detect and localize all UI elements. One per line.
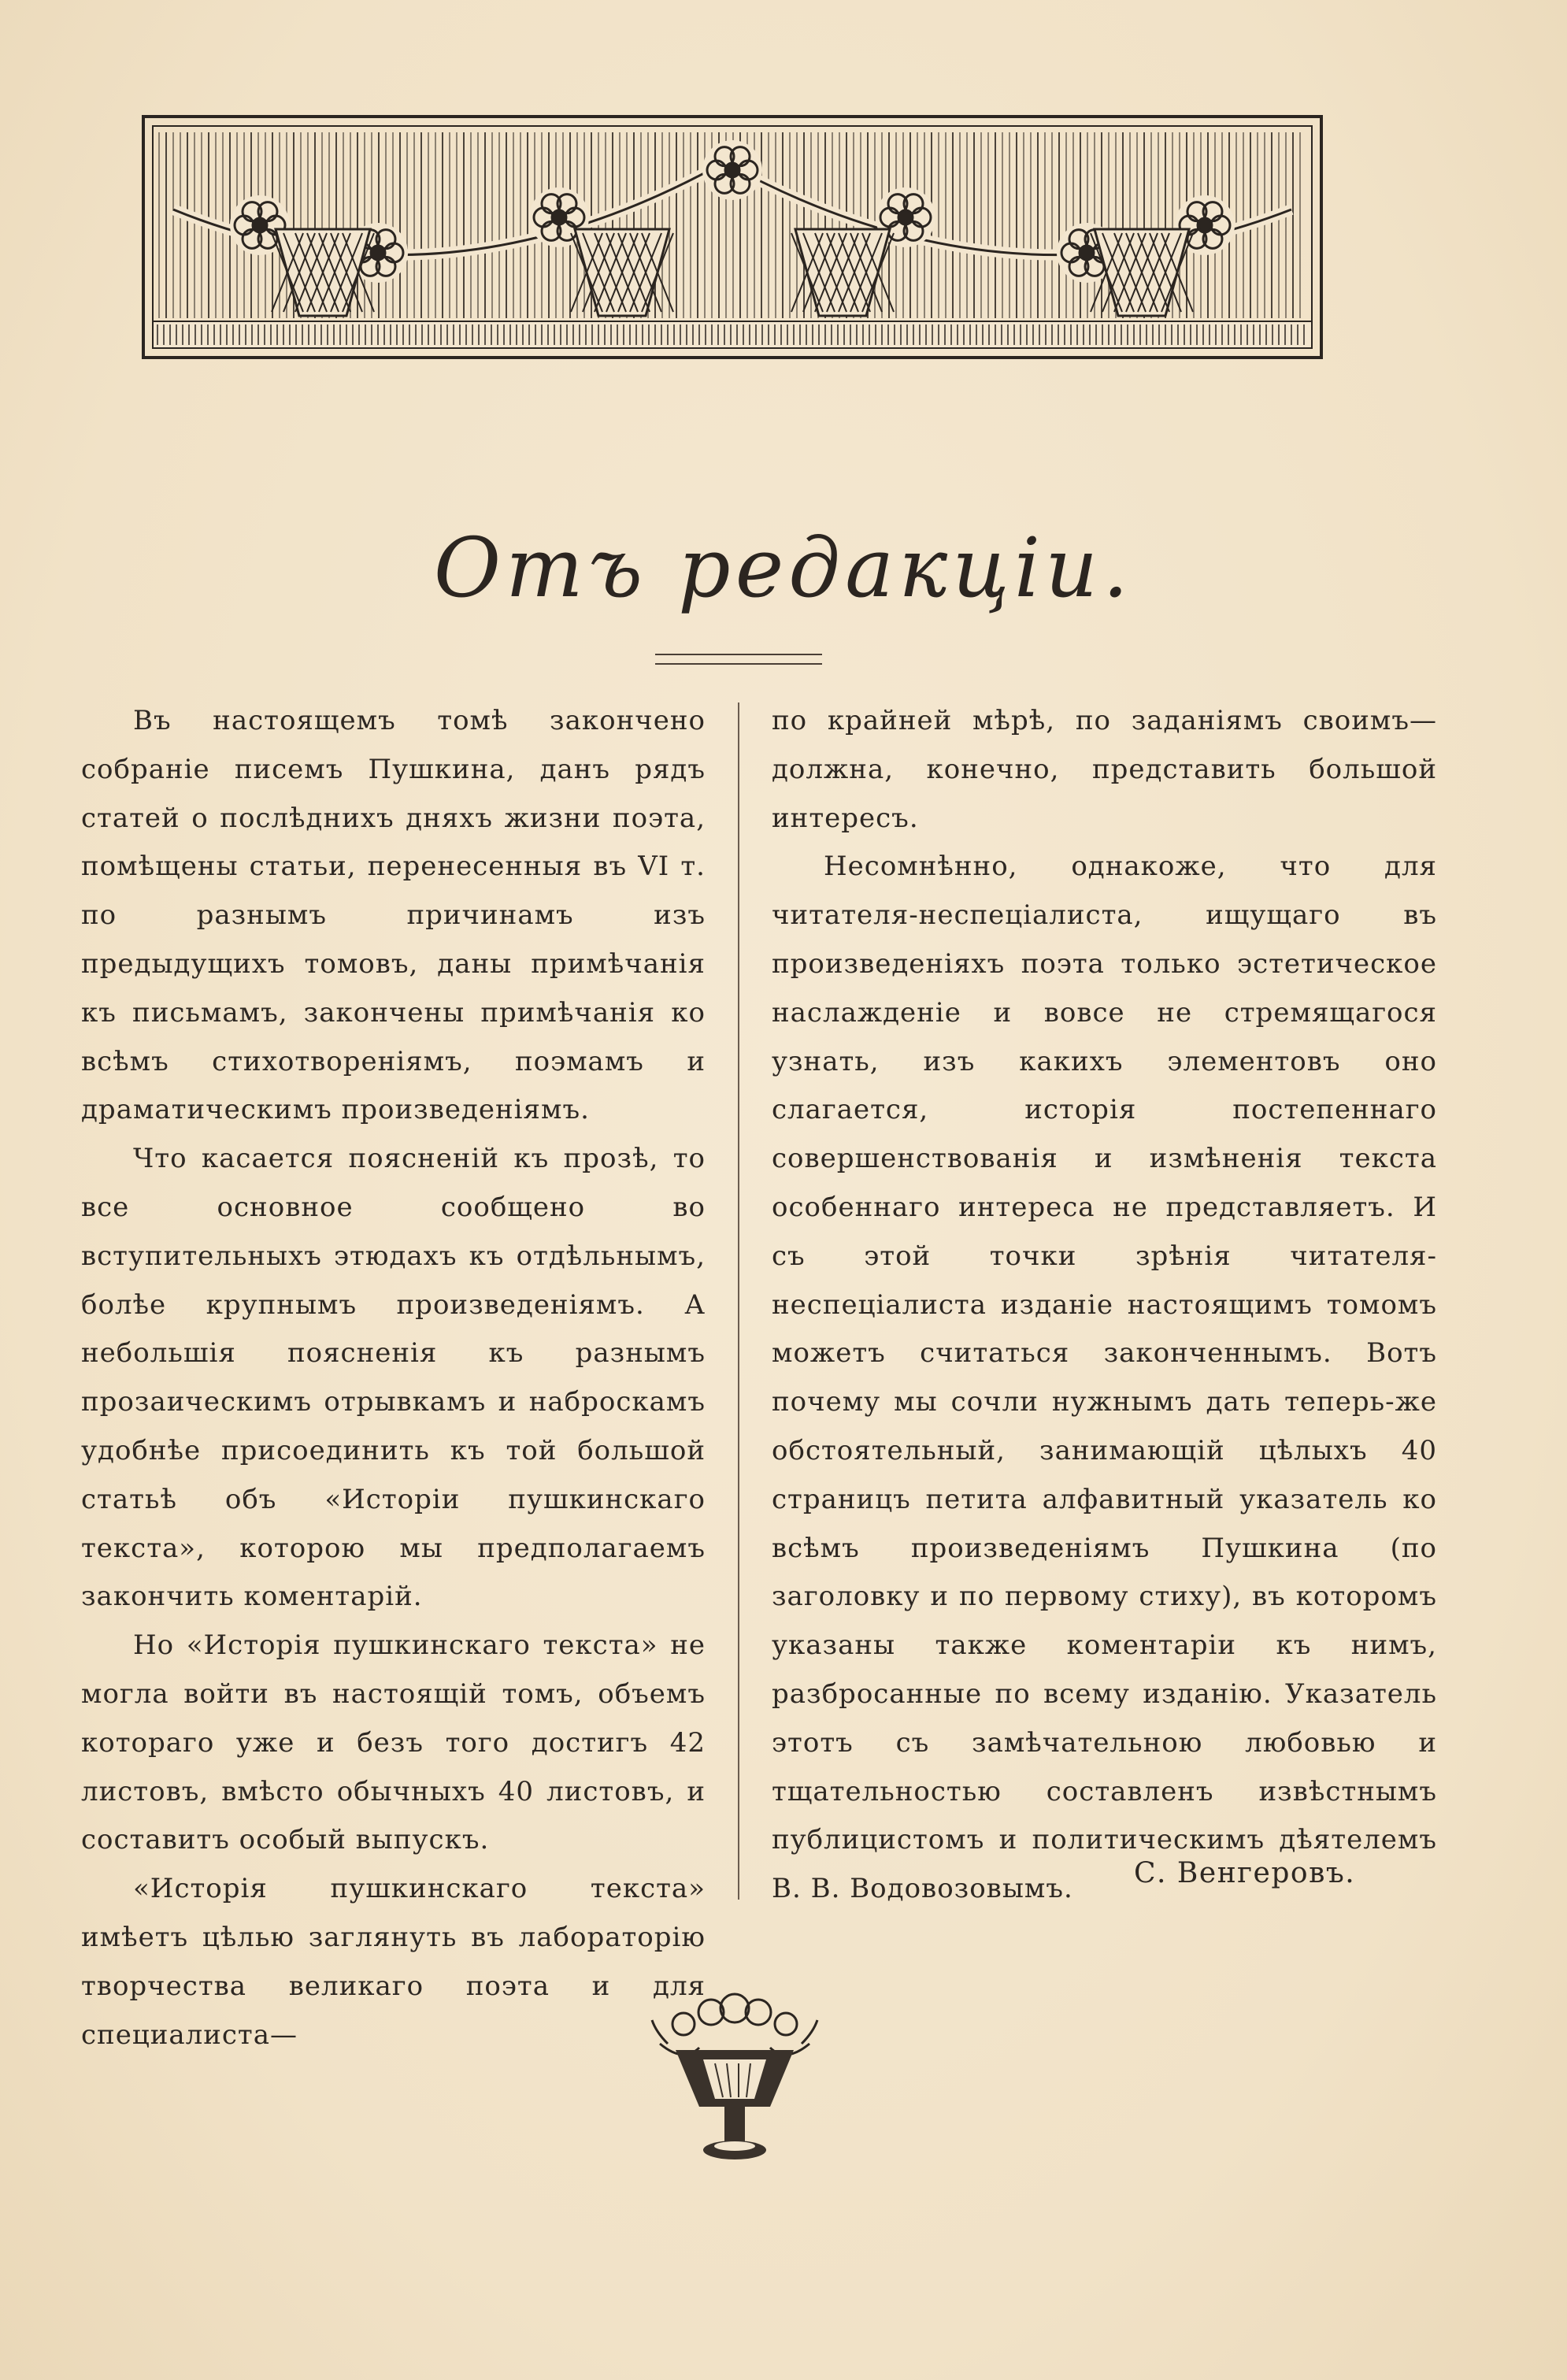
left-column	[81, 697, 706, 2059]
paragraph-4-continued: по крайней мѣрѣ, по заданіямъ своимъ—должна, конечно, представить большой интересъ.	[772, 705, 1437, 834]
column-divider	[738, 703, 739, 1900]
paragraph-3: Но «Исторія пушкинскаго текста» не могла войти въ настоящій томъ, объемъ котораго уже и безъ того достигъ 42 листовъ, вмѣсто обычныхъ 40 листовъ, и составитъ особый выпускъ.	[81, 1629, 706, 1856]
paragraph-5: Несомнѣнно, однакоже, что для читателя-неспеціалиста, ищущаго въ произведеніяхъ поэта только эстетическое наслажденіе и вовсе не стремящагося узнать, изъ какихъ элементовъ оно слагается, исторія постепеннаго совершенствованія и измѣненія текста особеннаго интереса не представляетъ. И съ этой точки зрѣнія читателя-неспеціалиста изданіе настоящимъ томомъ можетъ считаться законченнымъ. Вотъ почему мы сочли нужнымъ дать теперь-же обстоятельный, занимающій цѣлыхъ 40 страницъ петита алфавитный указатель ко всѣмъ произведеніямъ Пушкина (по заголовку и по первому стиху), въ которомъ указаны также коментаріи къ нимъ, разбросанные по всему изданію. Указатель этотъ съ замѣчательною любовью и тщательностью составленъ извѣстнымъ публицистомъ и политическимъ дѣятелемъ В. В. Водовозовымъ.	[772, 851, 1437, 1905]
headpiece-graphic	[142, 115, 1323, 359]
page-title: Отъ редакціи.	[433, 520, 1134, 616]
right-column	[772, 697, 1437, 1914]
tailpiece-graphic	[636, 1989, 833, 2178]
paragraph-1: Въ настоящемъ томѣ закончено собраніе писемъ Пушкина, данъ рядъ статей о послѣднихъ дняхъ жизни поэта, помѣщены статьи, перенесенныя въ VI т. по разнымъ причинамъ изъ предыдущихъ томовъ, даны примѣчанія къ письмамъ, закончены примѣчанія ко всѣмъ стихотвореніямъ, поэмамъ и драматическимъ произведеніямъ.	[81, 705, 706, 1126]
floral-headpiece-ornament	[142, 115, 1323, 359]
title-rule	[655, 654, 822, 665]
paragraph-2: Что касается поясненій къ прозѣ, то все основное сообщено во вступительныхъ этюдахъ къ отдѣльнымъ, болѣе крупнымъ произведеніямъ. А небольшія поясненія къ разнымъ прозаическимъ отрывкамъ и наброскамъ удобнѣе присоединить къ той большой статьѣ объ «Исторіи пушкинскаго текста», которою мы предполагаемъ закончить коментарій.	[81, 1143, 706, 1613]
paragraph-4: «Исторія пушкинскаго текста» имѣетъ цѣлью заглянуть въ лабораторію творчества великаго поэта и для специалиста—	[81, 1873, 706, 2051]
flower-vase-tailpiece-ornament	[636, 1989, 833, 2178]
author-signature: С. Венгеровъ.	[1134, 1857, 1356, 1889]
